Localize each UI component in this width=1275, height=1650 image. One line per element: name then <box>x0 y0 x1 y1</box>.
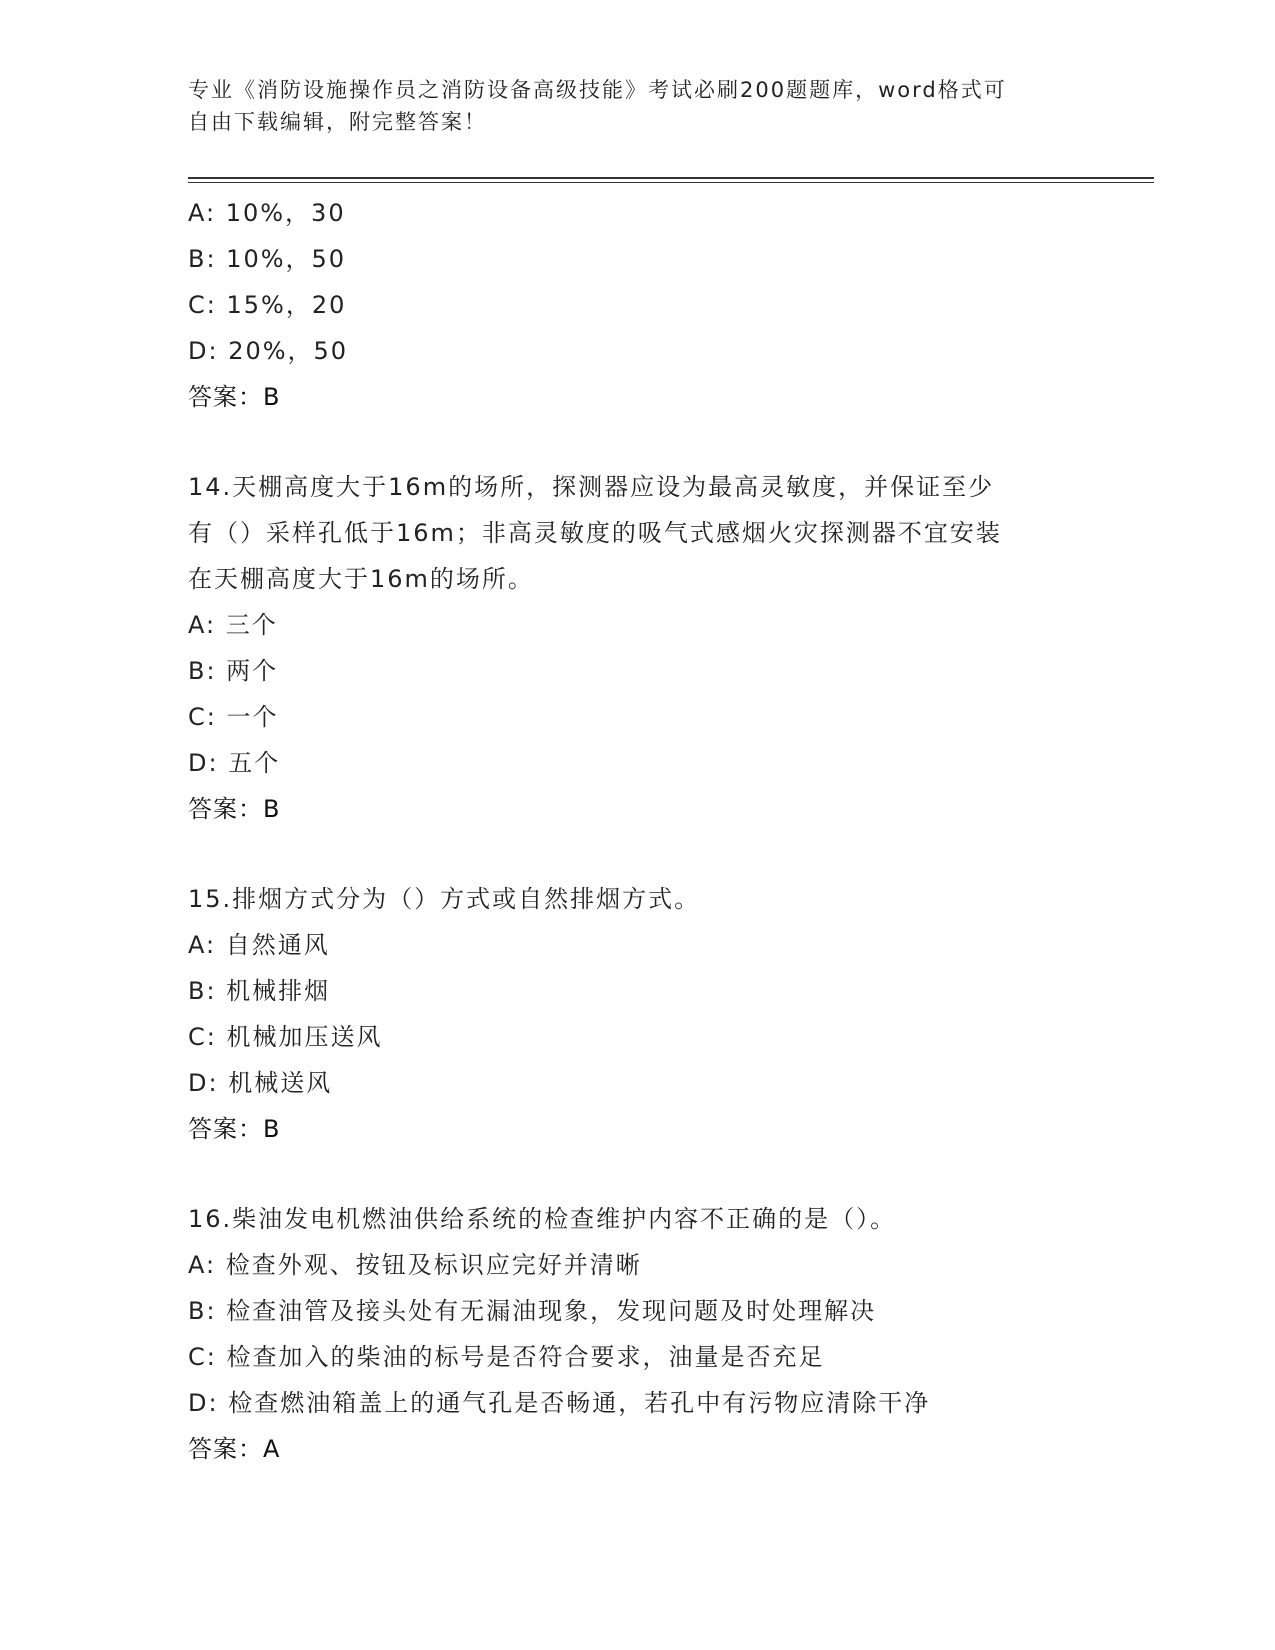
header-title-line-2: 自由下载编辑，附完整答案！ <box>188 110 487 134</box>
option-b: B: 两个 <box>188 657 279 685</box>
answer-line <box>188 786 1088 832</box>
question-15 <box>188 876 1088 1152</box>
option-d: D: 20%，50 <box>188 337 349 365</box>
question-stem-line: 有（）采样孔低于16m；非高灵敏度的吸气式感烟火灾探测器不宜安装 <box>188 519 1002 547</box>
answer-label: 答案： <box>188 1435 263 1463</box>
option-d: D: 检查燃油箱盖上的通气孔是否畅通，若孔中有污物应清除干净 <box>188 1389 931 1417</box>
option-c: C: 检查加入的柴油的标号是否符合要求，油量是否充足 <box>188 1343 825 1371</box>
option-c: C: 15%，20 <box>188 291 347 319</box>
option-a: A: 三个 <box>188 611 278 639</box>
question-list <box>188 190 1088 1472</box>
answer-line <box>188 1426 1088 1472</box>
question-14 <box>188 464 1088 832</box>
answer-label: 答案： <box>188 1115 263 1143</box>
option-d: D: 五个 <box>188 749 281 777</box>
question-stem-line: 14.天棚高度大于16m的场所，探测器应设为最高灵敏度，并保证至少 <box>188 473 995 501</box>
option-b: B: 10%，50 <box>188 245 347 273</box>
answer-value: B <box>263 795 280 823</box>
option-b: B: 检查油管及接头处有无漏油现象，发现问题及时处理解决 <box>188 1297 877 1325</box>
answer-line <box>188 1106 1088 1152</box>
question-16 <box>188 1196 1088 1472</box>
question-stem-line: 在天棚高度大于16m的场所。 <box>188 565 534 593</box>
document-header <box>188 74 1068 138</box>
answer-value: B <box>263 383 280 411</box>
option-a: A: 10%，30 <box>188 199 346 227</box>
option-c: C: 一个 <box>188 703 279 731</box>
question-13-tail <box>188 190 1088 420</box>
answer-value: A <box>263 1435 280 1463</box>
answer-label: 答案： <box>188 795 263 823</box>
option-c: C: 机械加压送风 <box>188 1023 383 1051</box>
answer-line <box>188 374 1088 420</box>
option-d: D: 机械送风 <box>188 1069 333 1097</box>
question-stem-line: 16.柴油发电机燃油供给系统的检查维护内容不正确的是（）。 <box>188 1205 897 1233</box>
header-divider-thick <box>188 177 1154 179</box>
option-a: A: 自然通风 <box>188 931 330 959</box>
header-divider-thin <box>188 182 1154 183</box>
header-title-line-1: 专业《消防设施操作员之消防设备高级技能》考试必刷200题题库，word格式可 <box>188 78 1007 102</box>
answer-value: B <box>263 1115 280 1143</box>
option-a: A: 检查外观、按钮及标识应完好并清晰 <box>188 1251 642 1279</box>
option-b: B: 机械排烟 <box>188 977 331 1005</box>
question-stem-line: 15.排烟方式分为（）方式或自然排烟方式。 <box>188 885 701 913</box>
answer-label: 答案： <box>188 383 263 411</box>
